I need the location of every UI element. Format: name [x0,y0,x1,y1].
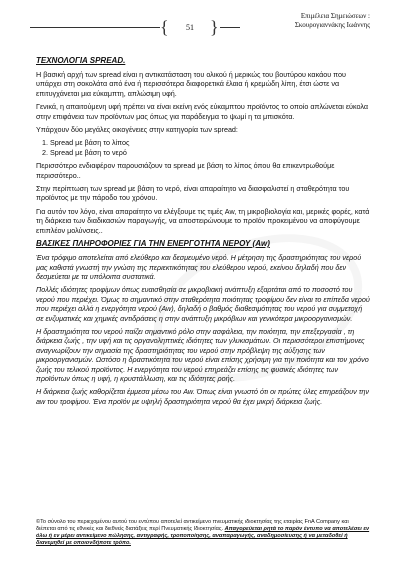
editor-line-2: Σκουρογιαννάκης Ιωάννης [294,21,370,29]
page-header [0,0,400,42]
paragraph: Υπάρχουν δύο μεγάλες οικογένειες στην κατηγορία των spread: [36,125,238,135]
water-activity-body [36,253,370,406]
spread-families-list [36,138,370,157]
paragraph: Ένα τρόφιμο αποτελείται από ελεύθερο και δεσμευμένο νερό. Η μέτρηση της δραστηριότητας του νερού μας καθιστά γνωστή την γνώση της περιεκτικότητας του ελεύθερου νερού, εκείνου δηλαδή που δεν δεσμεύεται με τα υπόλοιπα συστατικά. [36,253,362,281]
copyright-warning: Απαγορεύεται ρητά το παρόν έντυπο να αποτελέσει εν όλω ή εν μέρει αντικείμενο πώλησης, αντιγραφής, τροποποίησης, αναπαραγωγής, αναδημοσίευσης ή να μεταδοθεί ή διανεμηθεί με οποιονδήποτε τρόπο. [36,526,370,546]
editor-note [240,12,370,30]
page-number: 51 [160,20,220,36]
paragraph: Στην περίπτωση των spread με βάση το νερό, είναι απαραίτητο να διασφαλιστεί η σταθερότητα του προϊόντος με την πάροδο του χρόνου. [36,184,350,203]
paragraph: Για αυτόν τον λόγο, είναι απαραίτητο να ελέγξουμε τις τιμές Aw, τη μικροβιολογία και, μερικές φορές, κατά τη διάρκεια των διαδικασιών παραγωγής, να αποστειρώνουμε το προϊόν προκειμένου να αποφύγουμε επιπλέον μολύνσεις.. [36,206,370,235]
list-item: 2. Spread με βάση το νερό [50,148,370,157]
paragraph: Περισσότερο ενδιαφέρον παρουσιάζουν τα spread με βάση το λίπος όπου θα επικεντρωθούμε περισσότερο.. [36,161,335,180]
left-brace-ornament: { [160,17,169,37]
paragraph: Η διάρκεια ζωής καθορίζεται έμμεσα μέσω του Aw. Όπως είναι γνωστό ότι οι πρώτες ύλες επηρεάζουν την aw του τροφίμου. Ένα προϊόν με υψηλή δραστηριότητα νερού θα έχει μικρή διάρκεια ζωής. [36,387,369,406]
list-item: 1. Spread με βάση το λίπος [50,138,370,147]
page-content [36,56,370,410]
paragraph: Η βασική αρχή των spread είναι η αντικατάσταση του ολικού ή μερικώς του βουτύρου κακάου που υπάρχει στη σοκολάτα από ένα ή περισσότερα διαφορετικά έλαια ή κρεμώδη λίπη, έτσι ώστε να επιτυγχάνεται μια εύκαμπτη, απλώσιμη υφή. [36,70,346,98]
section-title-water-activity: ΒΑΣΙΚΕΣ ΠΛΗΡΟΦΟΡΙΕΣ ΓΙΑ ΤΗΝ ΕΝΕΡΓΟΤΗΤΑ ΝΕΡΟΥ (Aw) [36,239,270,249]
paragraph: Η δραστηριότητα του νερού παίζει σημαντικό ρόλο στην ασφάλεια, την ποιότητα, την επεξεργασία , τη διάρκεια ζωής , την υφή και τις οργανοληπτικές ιδιότητες των γλυκισμάτων. Οι περισσότεροι επιστήμονες αναγνωρίζουν την σημασία της δραστηριότητας του νερού στην πρόβλεψη της αύξησης των μικροοργανισμών. Ωστόσο η δραστικότητα του νερού είναι επίσης χρήσιμη για την ποιότητα και τον χρόνο ζωής του τελικού προϊόντος. Η ενεργότητα του νερού επηρεάζει επίσης τις φυσικές ιδιότητες των προϊόντων όπως η υφή, η κρυστάλλωση, και τις ιδιότητες ροής. [36,326,369,383]
right-brace-ornament: } [210,17,219,37]
paragraph: Γενικά, η απαιτούμενη υφή πρέπει να είναι εκείνη ενός εύκαμπτου προϊόντος το οποίο απλώνεται εύκολα στην επιφάνεια των προϊόντων μας όπως για παράδειγμα το ψωμί η τα μπισκότα. [36,102,368,121]
section-title-spread: ΤΕΧΝΟΛΟΓΙΑ SPREAD. [36,56,126,65]
editor-line-1: Επιμέλεια Σημειώσεων : [300,12,370,20]
paragraph: Πολλές ιδιότητες τροφίμων όπως ευαισθησία σε μικροβιακή ανάπτυξη εξαρτάται από το ποσοστό του νερού που περιέχει. Όμως το σημαντικό στην σταθερότητα ποιότητας τροφίμου δεν είναι το επίπεδα νερού που περιέχει αλλά η ενεργότητα νερού (Aw), δηλαδή ο βαθμός διαθεσιμότητας του νερού για συμμετοχή σε ενζυματικές και χημικές αντιδράσεις η στην ανάπτυξη μικρόβιων και γενικότερα μικροοργανισμών. [36,285,370,323]
copyright-footer [36,519,370,547]
copyright-text: ©Το σύνολο του περιεχομένου αυτού του εντύπου αποτελεί αντικείμενο πνευματικής ιδιοκτησίας της εταιρίας FnA Company και διέπεται από τις εθνικές και διεθνείς διατάξεις περί Πνευματικής Ιδιοκτησίας. [36,519,349,532]
